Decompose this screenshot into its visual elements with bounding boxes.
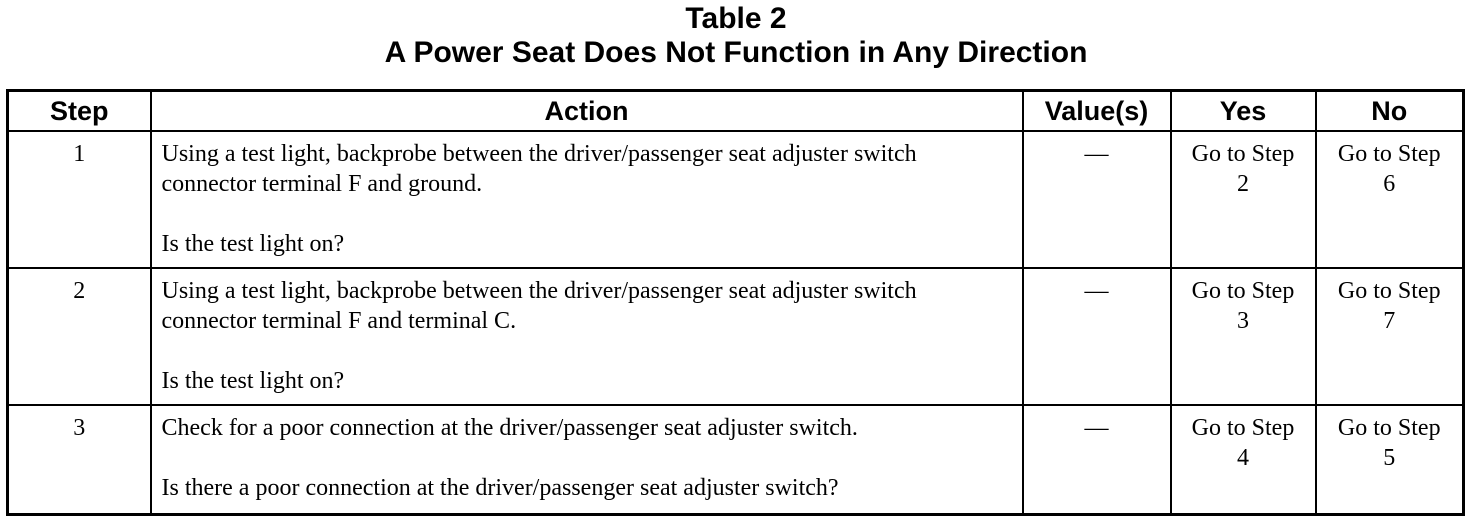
header-values: Value(s): [1023, 91, 1171, 132]
step-number: 2: [8, 268, 151, 405]
no-go-label: Go to Step: [1337, 415, 1441, 441]
header-no: No: [1316, 91, 1464, 132]
yes-go-label: Go to Step: [1191, 141, 1295, 167]
table-row: [8, 131, 1464, 268]
no-go-step: 5: [1383, 445, 1396, 471]
yes-cell: [1171, 131, 1316, 268]
no-go-label: Go to Step: [1337, 141, 1441, 167]
no-cell: [1316, 268, 1464, 405]
table-row: [8, 268, 1464, 405]
no-cell: [1316, 405, 1464, 515]
header-step: Step: [8, 91, 151, 132]
diagnostic-table: [6, 89, 1465, 516]
table-heading: A Power Seat Does Not Function in Any Direction: [384, 36, 1088, 69]
value-cell: —: [1023, 405, 1171, 515]
table-number: Table 2: [685, 2, 787, 35]
action-cell: [151, 405, 1023, 515]
action-question: Is there a poor connection at the driver/passenger seat adjuster switch?: [161, 475, 839, 501]
value-cell: —: [1023, 268, 1171, 405]
table-title: [0, 2, 1472, 70]
action-question: Is the test light on?: [161, 231, 345, 257]
yes-go-step: 3: [1237, 308, 1249, 334]
action-text: Check for a poor connection at the driver/passenger seat adjuster switch.: [161, 415, 858, 441]
table-row: [8, 405, 1464, 515]
no-go-label: Go to Step: [1337, 278, 1441, 304]
action-cell: [151, 268, 1023, 405]
yes-go-label: Go to Step: [1191, 278, 1295, 304]
no-go-step: 6: [1383, 171, 1396, 197]
yes-go-step: 2: [1237, 171, 1249, 197]
header-row: [8, 91, 1464, 132]
action-text: Using a test light, backprobe between the driver/passenger seat adjuster switch connector terminal F and ground.: [161, 141, 917, 197]
step-number: 3: [8, 405, 151, 515]
yes-cell: [1171, 268, 1316, 405]
yes-go-step: 4: [1237, 445, 1249, 471]
header-action: Action: [151, 91, 1023, 132]
yes-go-label: Go to Step: [1191, 415, 1295, 441]
step-number: 1: [8, 131, 151, 268]
action-question: Is the test light on?: [161, 368, 345, 394]
header-yes: Yes: [1171, 91, 1316, 132]
no-cell: [1316, 131, 1464, 268]
yes-cell: [1171, 405, 1316, 515]
value-cell: —: [1023, 131, 1171, 268]
no-go-step: 7: [1383, 308, 1396, 334]
action-text: Using a test light, backprobe between the driver/passenger seat adjuster switch connector terminal F and terminal C.: [161, 278, 917, 334]
action-cell: [151, 131, 1023, 268]
